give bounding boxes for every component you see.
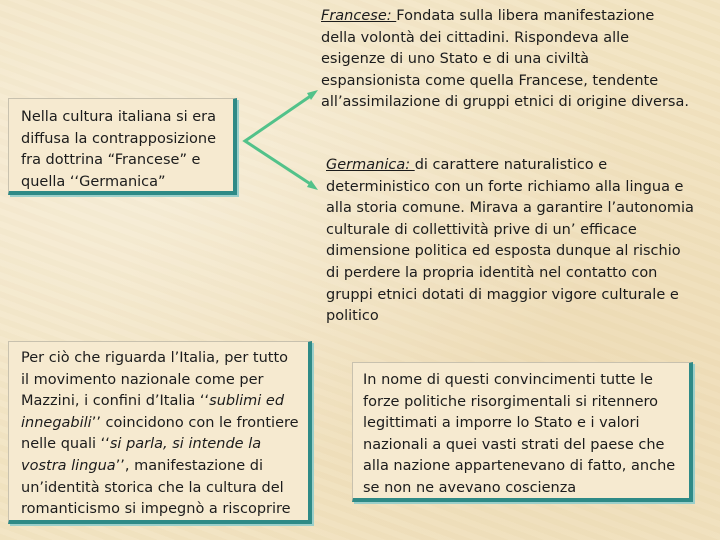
italy-text-part1: Per ciò che riguarda l’Italia, per tutto il movimento nazionale come per Mazzini, i confini d’Italia ‘‘	[21, 350, 289, 410]
italy-quote-2: si parla, si intende la vostra lingua	[21, 436, 262, 474]
conclusion-text: In nome di questi convincimenti tutte le forze politiche risorgimentali si ritennero legittimati a imporre lo Stato e i valori nazionali a quei vasti strati del paese che alla nazione appartenevano di fatto, anche se non ne avevano coscienza	[363, 372, 676, 496]
francese-text: Fondata sulla libera manifestazione della volontà dei cittadini. Rispondeva alle esigenze di uno Stato e di una civiltà espansionista come quella Francese, tendente all’assimilazione di gruppi etnici di origine diversa.	[321, 8, 689, 111]
germanica-text: di carattere naturalistico e deterministico con un forte richiamo alla lingua e alla storia comune. Mirava a garantire l’autonomia culturale di collettività prive di un’ efficace dimensione politica ed esposta dunque al rischio di perdere la propria identità nel contatto con gruppi etnici dotati di maggior vigore culturale e politico	[326, 157, 694, 325]
italy-quote-1: sublimi ed innegabili	[21, 393, 285, 431]
italy-text-part3: ’’, manifestazione di un’identità storica che la cultura del romanticismo si impegnò a riscoprire	[21, 457, 291, 518]
intro-box	[8, 98, 237, 195]
intro-text: Nella cultura italiana si era diffusa la contrapposizione fra dottrina “Francese” e quella ‘‘Germanica”	[21, 109, 217, 190]
germanica-term: Germanica:	[326, 157, 415, 173]
italy-text-part2: ’’ coincidono con le frontiere nelle quali ‘‘	[21, 414, 299, 453]
conclusion-box	[352, 362, 693, 502]
francese-term: Francese:	[321, 8, 397, 24]
italy-box	[8, 341, 312, 524]
germanica-definition	[326, 155, 698, 328]
francese-definition	[321, 6, 693, 114]
